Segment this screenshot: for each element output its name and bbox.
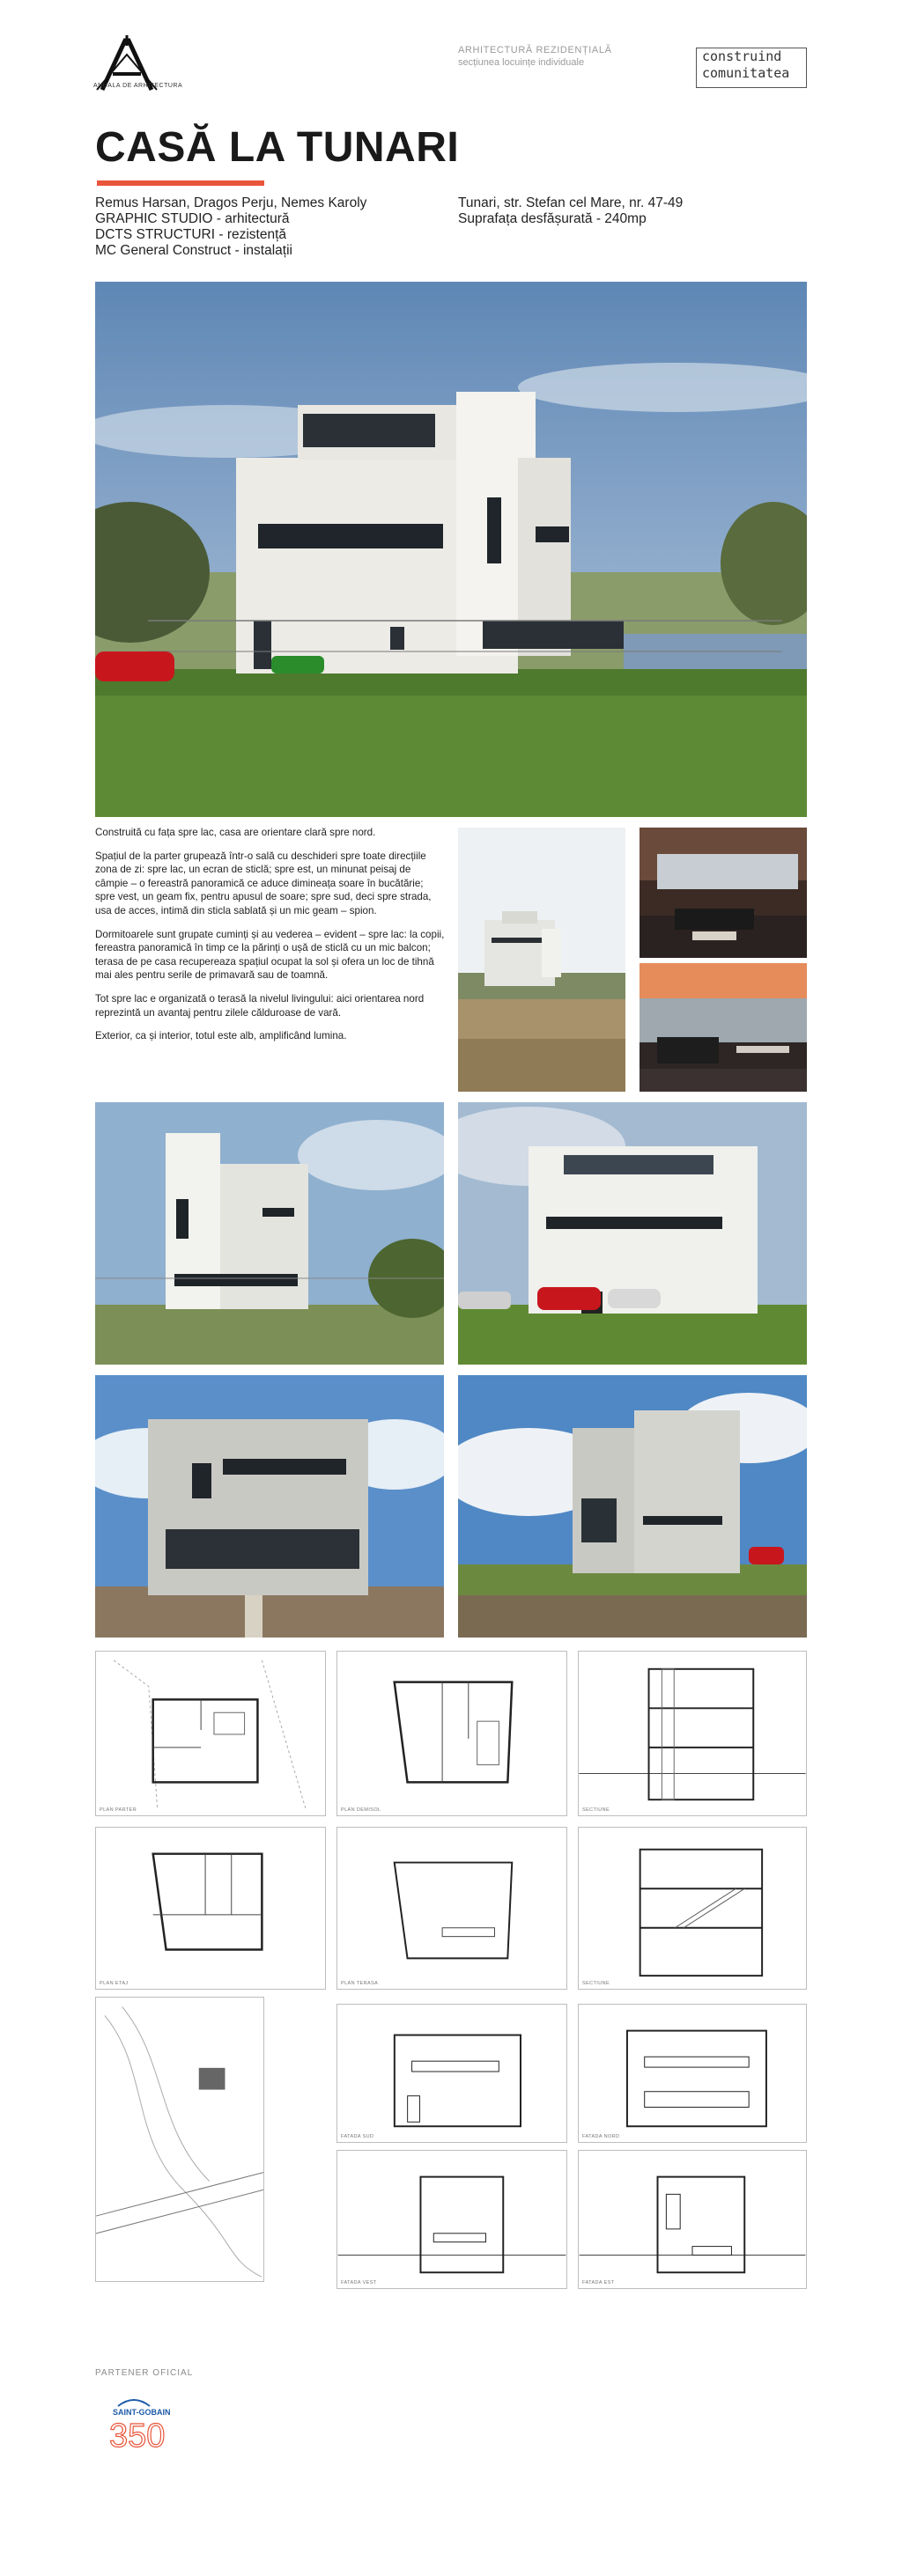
house-terrace-photo bbox=[95, 1375, 444, 1638]
drawing-caption: PLAN DEMISOL bbox=[341, 1807, 381, 1813]
credit-architects: Remus Harsan, Dragos Perju, Nemes Karoly bbox=[95, 195, 367, 210]
drawing-caption: FATADA SUD bbox=[341, 2134, 374, 2139]
house-northwest-photo bbox=[458, 1375, 807, 1638]
sponsor-name: SAINT-GOBAIN bbox=[113, 2408, 171, 2417]
section-1-drawing bbox=[578, 1651, 807, 1816]
house-southeast-photo bbox=[95, 1102, 444, 1365]
drawing-caption: FATADA NORD bbox=[582, 2134, 620, 2139]
partner-label: PARTENER OFICIAL bbox=[95, 2368, 194, 2378]
construind-comunitatea-badge bbox=[696, 48, 807, 88]
plan-demisol-drawing bbox=[336, 1651, 567, 1816]
plan-parter-drawing bbox=[95, 1651, 326, 1816]
credit-structure: DCTS STRUCTURI - rezistență bbox=[95, 227, 287, 242]
facade-west-drawing bbox=[336, 2150, 567, 2289]
drawing-caption: FATADA VEST bbox=[341, 2280, 377, 2285]
plan-terasa-drawing bbox=[336, 1827, 567, 1990]
drawing-caption: SECTIUNE bbox=[582, 1807, 610, 1813]
description-paragraph: Tot spre lac e organizată o terasă la nivelul livingului: aici orientarea nord reprezintă un avantaj pentru zilele călduroase de vară. bbox=[95, 992, 425, 1019]
distant-view-photo bbox=[458, 828, 625, 1092]
interior-living-photo bbox=[640, 828, 807, 958]
description-paragraph: Construită cu fața spre lac, casa are orientare clară spre nord. bbox=[95, 827, 376, 838]
credit-installations: MC General Construct - instalații bbox=[95, 243, 292, 258]
drawing-caption: PLAN TERASA bbox=[341, 1981, 379, 1986]
description-paragraph: Spațiul de la parter grupează într-o sală cu deschideri spre toate direcțiile zona de zi: spre lac, un ecran de sticlă; spre est, un minunat peisaj de câmpie – o fereastră panoramică ce aduce dimineața soare în bucătărie; spre vest, un geam fix, pentru apusul de soare; spre sud, deci spre strada, usa de acces, intimă din sticla sablată și un mic geam – spion. bbox=[95, 850, 432, 916]
badge-line-2: comunitatea bbox=[702, 65, 790, 81]
credit-architecture: GRAPHIC STUDIO - arhitectură bbox=[95, 211, 290, 226]
facade-south-drawing bbox=[336, 2004, 567, 2143]
saint-gobain-350-logo-icon bbox=[99, 2390, 204, 2452]
facade-east-drawing bbox=[578, 2150, 807, 2289]
drawing-caption: FATADA EST bbox=[582, 2280, 615, 2285]
facade-north-drawing bbox=[578, 2004, 807, 2143]
drawing-caption: SECTIUNE bbox=[582, 1981, 610, 1986]
interior-dining-photo bbox=[640, 963, 807, 1092]
logo-caption: ANUALA DE ARHITECTURA bbox=[93, 83, 183, 89]
category-line-2: secțiunea locuințe individuale bbox=[458, 57, 585, 68]
project-credits bbox=[95, 195, 366, 259]
description-paragraph: Exterior, ca și interior, totul este alb, amplificând lumina. bbox=[95, 1030, 347, 1042]
drawing-caption: PLAN ETAJ bbox=[100, 1981, 129, 1986]
house-north-photo bbox=[458, 1102, 807, 1365]
category-line-1: ARHITECTURĂ REZIDENȚIALĂ bbox=[458, 45, 612, 55]
category-label bbox=[458, 44, 612, 69]
section-2-drawing bbox=[578, 1827, 807, 1990]
title-underline bbox=[97, 180, 264, 186]
drawing-caption: PLAN PARTER bbox=[100, 1807, 137, 1813]
sponsor-number: 350 bbox=[109, 2418, 166, 2452]
project-area: Suprafața desfășurată - 240mp bbox=[458, 211, 647, 226]
site-plan-drawing bbox=[95, 1997, 264, 2282]
project-location bbox=[458, 195, 683, 227]
plan-etaj-drawing bbox=[95, 1827, 326, 1990]
project-address: Tunari, str. Stefan cel Mare, nr. 47-49 bbox=[458, 195, 684, 210]
badge-line-1: construind bbox=[702, 48, 782, 64]
project-title: CASĂ LA TUNARI bbox=[95, 124, 460, 171]
main-house-photo bbox=[95, 282, 807, 817]
description-paragraph: Dormitoarele sunt grupate cuminți și au vederea – evident – spre lac: la copii, fereastra panoramică în timp ce la părinți o ușă de sticlă cu un mic balcon; terasa de pe casa recupereaza spațiul ocupat la sol și ofera un loc de tihnă mai ales pentru serile de primavară sau de toamnă. bbox=[95, 928, 445, 982]
project-description bbox=[95, 826, 446, 1053]
